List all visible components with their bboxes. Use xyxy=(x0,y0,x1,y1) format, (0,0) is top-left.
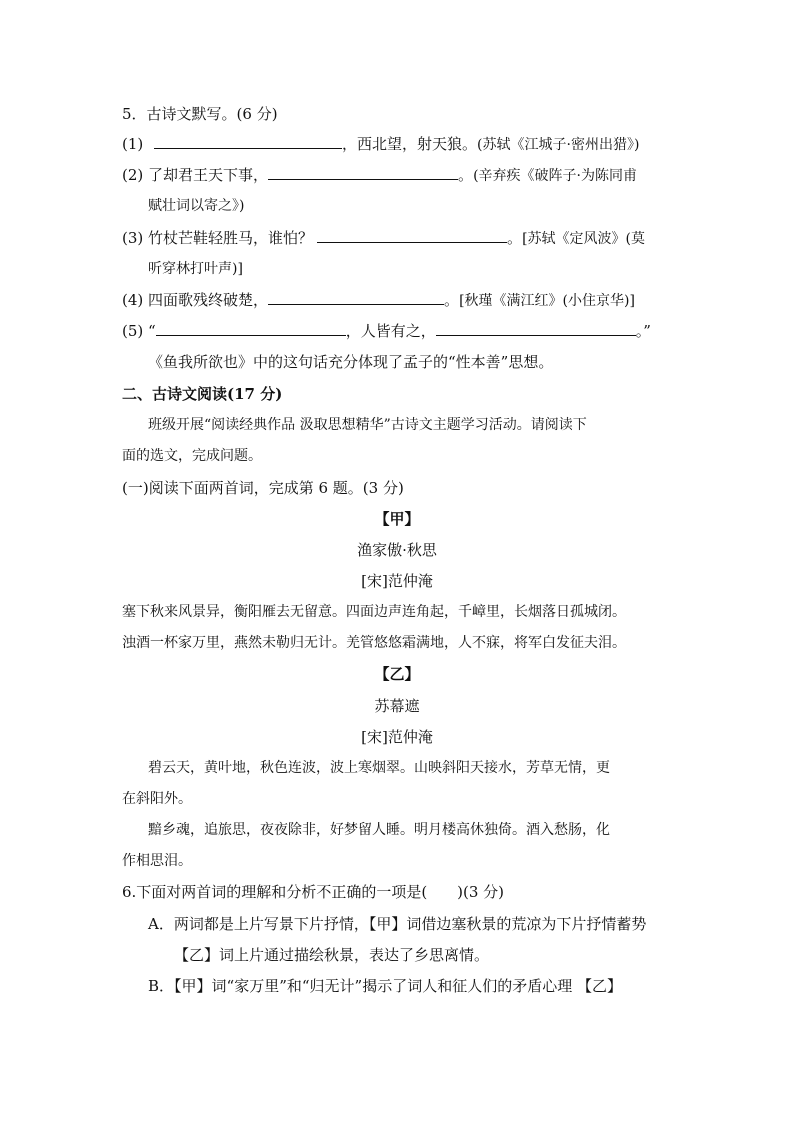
answer-blank[interactable] xyxy=(268,165,458,180)
q5-item-4 xyxy=(122,290,635,311)
answer-blank[interactable] xyxy=(436,321,636,336)
q5-item-5 xyxy=(122,321,651,341)
item-number: (4) xyxy=(122,291,144,309)
poem-2-line: 黯乡魂，追旅思，夜夜除非，好梦留人睡。明月楼高休独倚。酒入愁肠，化 xyxy=(148,822,610,838)
q5-item-1 xyxy=(122,134,639,155)
item-number: (1) xyxy=(122,135,144,153)
poem-2-author: [宋]范仲淹 xyxy=(361,728,433,746)
quote-open: “ xyxy=(148,322,156,340)
q5-item-2-source-cont: 赋壮词以寄之》) xyxy=(148,198,245,214)
q5-item-2 xyxy=(122,165,637,186)
q5-item-5-note: 《鱼我所欲也》中的这句话充分体现了孟子的“性本善”思想。 xyxy=(148,353,554,371)
q6-stem: 6.下面对两首词的理解和分析不正确的一项是( )(3 分) xyxy=(122,883,505,901)
quote-close: 。” xyxy=(635,322,651,340)
section-intro-cont: 面的选文，完成问题。 xyxy=(122,448,262,464)
poem-2-line: 碧云天，黄叶地，秋色连波，波上寒烟翠。山映斜阳天接水，芳草无情，更 xyxy=(148,760,610,776)
poem-2-title: 苏幕遮 xyxy=(374,697,420,715)
poem-1-title: 渔家傲·秋思 xyxy=(357,541,437,559)
poem-2-line: 在斜阳外。 xyxy=(122,791,192,807)
poem-2-line: 作相思泪。 xyxy=(122,853,192,869)
item-text-end: 。 xyxy=(444,291,460,309)
poem-1-tag: 【甲】 xyxy=(374,510,420,528)
item-source: (苏轼《江城子·密州出猎》) xyxy=(477,137,640,153)
answer-blank[interactable] xyxy=(156,321,346,336)
q6-option-a-cont: 【乙】词上片通过描绘秋景，表达了乡思离情。 xyxy=(174,946,490,964)
q5-heading: 5．古诗文默写。(6 分) xyxy=(122,105,278,123)
section-heading: 二、古诗文阅读(17 分) xyxy=(122,385,283,403)
item-number: (3) xyxy=(122,229,144,247)
item-text: ，人皆有之， xyxy=(345,322,436,340)
poem-1-line: 塞下秋来风景异，衡阳雁去无留意。四面边声连角起，千嶂里，长烟落日孤城闭。 xyxy=(122,604,626,620)
item-source: [苏轼《定风波》(莫 xyxy=(522,231,645,247)
item-text: 四面歌残终破楚， xyxy=(148,291,269,309)
subsection-heading: (一)阅读下面两首词，完成第 6 题。(3 分) xyxy=(122,479,404,497)
item-number: (5) xyxy=(122,322,144,340)
item-text-end: 。 xyxy=(507,229,523,247)
item-source: (辛弃疾《破阵子·为陈同甫 xyxy=(473,168,637,184)
item-text: ，西北望，射天狼。 xyxy=(342,135,478,153)
item-text: 竹杖芒鞋轻胜马，谁怕？ xyxy=(148,229,314,247)
answer-blank[interactable] xyxy=(317,228,507,243)
section-intro: 班级开展“阅读经典作品 汲取思想精华”古诗文主题学习活动。请阅读下 xyxy=(148,417,587,433)
poem-1-author: [宋]范仲淹 xyxy=(361,572,433,590)
item-number: (2) xyxy=(122,166,144,184)
poem-2-tag: 【乙】 xyxy=(374,665,420,683)
answer-blank[interactable] xyxy=(268,290,444,305)
q5-item-3-source-cont: 听穿林打叶声)] xyxy=(148,261,243,277)
answer-blank[interactable] xyxy=(154,134,342,149)
q6-option-a: A．两词都是上片写景下片抒情，【甲】词借边塞秋景的荒凉为下片抒情蓄势 xyxy=(148,915,647,933)
q6-option-b: B．【甲】词“家万里”和“归无计”揭示了词人和征人们的矛盾心理 【乙】 xyxy=(148,977,622,995)
q5-item-3 xyxy=(122,228,645,249)
item-text: 了却君王天下事， xyxy=(148,166,269,184)
item-source: [秋瑾《满江红》(小住京华)] xyxy=(459,293,635,309)
poem-1-line: 浊酒一杯家万里，燕然未勒归无计。羌管悠悠霜满地，人不寐，将军白发征夫泪。 xyxy=(122,635,626,651)
item-text-end: 。 xyxy=(458,166,474,184)
